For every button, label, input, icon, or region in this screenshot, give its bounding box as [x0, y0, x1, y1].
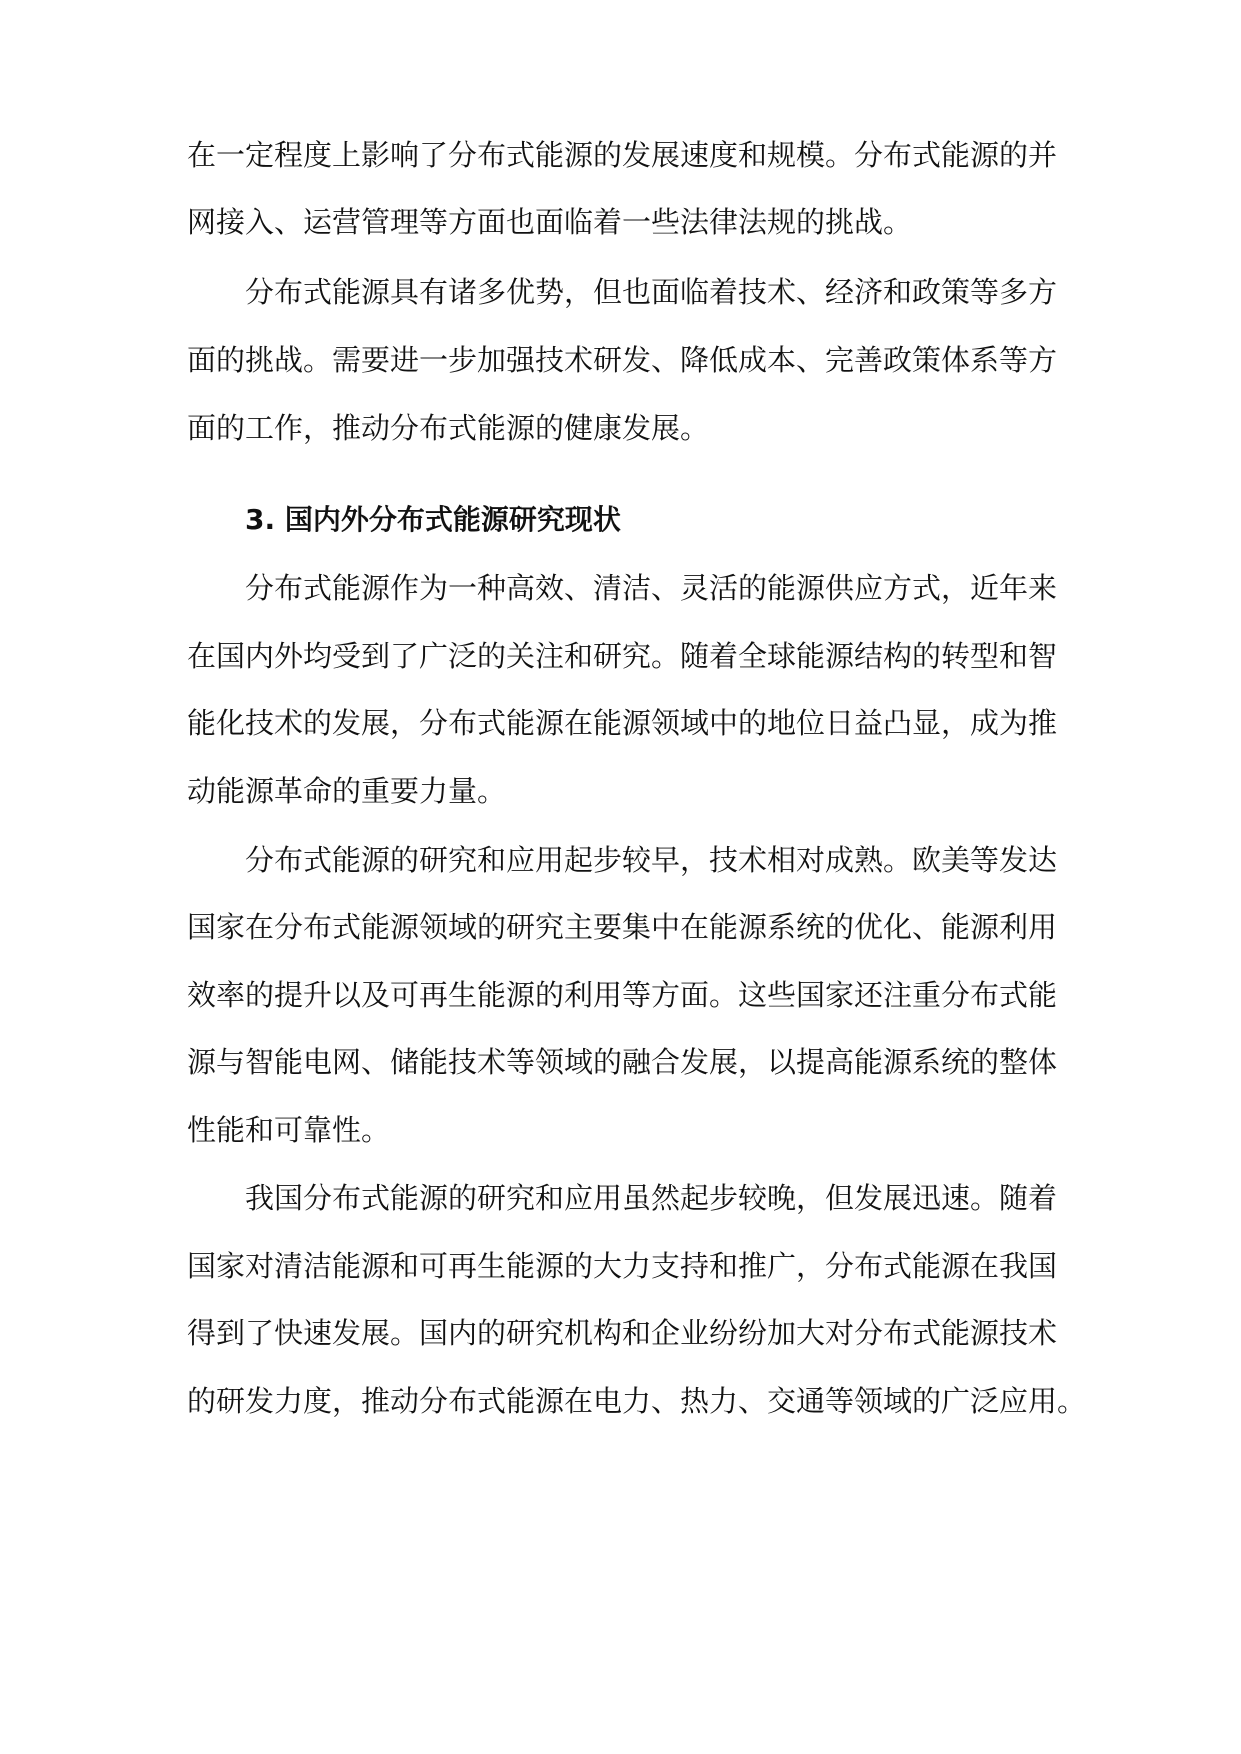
text-line: 的研发力度，推动分布式能源在电力、热力、交通等领域的广泛应用。 — [187, 1384, 1087, 1418]
text-line: 效率的提升以及可再生能源的利用等方面。这些国家还注重分布式能 — [187, 978, 1058, 1012]
text-line: 在一定程度上影响了分布式能源的发展速度和规模。分布式能源的并 — [187, 138, 1058, 172]
text-line: 分布式能源作为一种高效、清洁、灵活的能源供应方式，近年来 — [245, 571, 1058, 605]
text-line: 性能和可靠性。 — [187, 1113, 391, 1147]
text-line: 面的挑战。需要进一步加强技术研发、降低成本、完善政策体系等方 — [187, 343, 1058, 377]
text-line: 分布式能源的研究和应用起步较早，技术相对成熟。欧美等发达 — [245, 843, 1058, 877]
text-line: 我国分布式能源的研究和应用虽然起步较晚，但发展迅速。随着 — [245, 1181, 1058, 1215]
section-heading: 3. 国内外分布式能源研究现状 — [245, 503, 621, 536]
text-line: 在国内外均受到了广泛的关注和研究。随着全球能源结构的转型和智 — [187, 639, 1058, 673]
text-line: 分布式能源具有诸多优势，但也面临着技术、经济和政策等多方 — [245, 275, 1058, 309]
text-line: 网接入、运营管理等方面也面临着一些法律法规的挑战。 — [187, 205, 913, 239]
text-line: 国家对清洁能源和可再生能源的大力支持和推广，分布式能源在我国 — [187, 1249, 1058, 1283]
text-line: 源与智能电网、储能技术等领域的融合发展，以提高能源系统的整体 — [187, 1045, 1058, 1079]
text-line: 能化技术的发展，分布式能源在能源领域中的地位日益凸显，成为推 — [187, 706, 1058, 740]
text-line: 国家在分布式能源领域的研究主要集中在能源系统的优化、能源利用 — [187, 910, 1058, 944]
text-line: 面的工作，推动分布式能源的健康发展。 — [187, 411, 710, 445]
text-line: 得到了快速发展。国内的研究机构和企业纷纷加大对分布式能源技术 — [187, 1316, 1058, 1350]
text-line: 动能源革命的重要力量。 — [187, 774, 507, 808]
